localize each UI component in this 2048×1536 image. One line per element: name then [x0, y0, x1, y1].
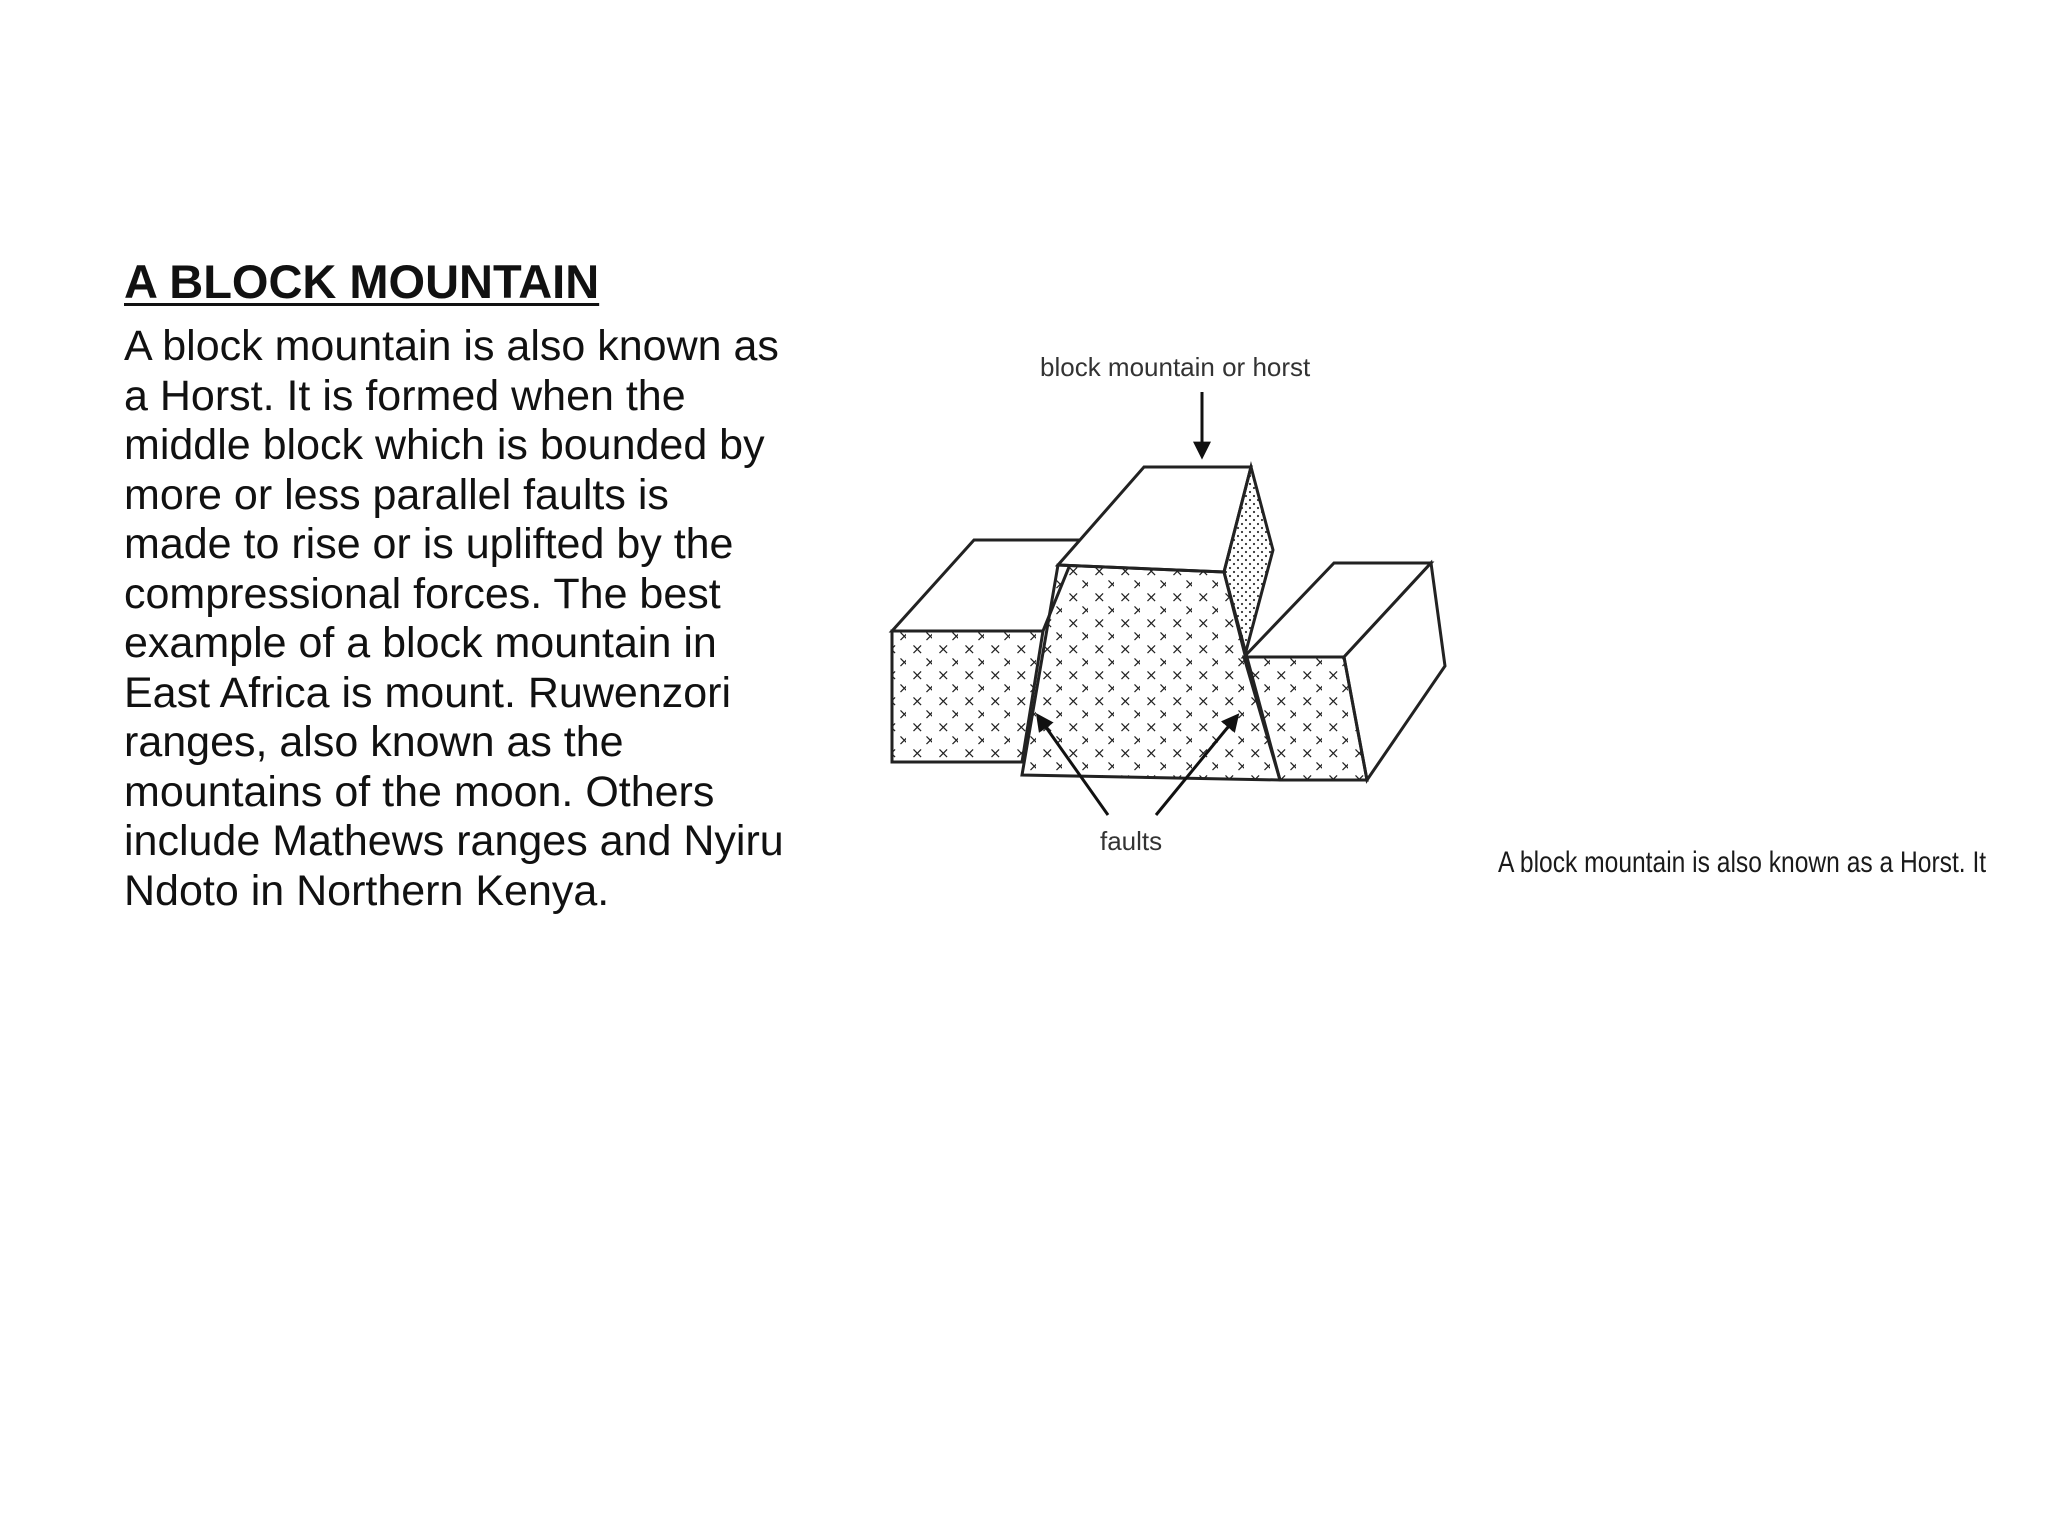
block-mountain-diagram: [880, 330, 1480, 860]
label-horst: block mountain or horst: [1040, 352, 1311, 382]
horst-top: [1058, 467, 1251, 572]
left-block-front: [892, 631, 1043, 762]
text-column: [124, 252, 784, 916]
slide-title: A BLOCK MOUNTAIN: [124, 255, 600, 308]
image-caption: A block mountain is also known as a Horst. It: [1498, 846, 1987, 879]
label-faults: faults: [1100, 826, 1163, 856]
body-paragraph: A block mountain is also known as a Horst. It is formed when the middle block which is bounded by more or less parallel faults is made to rise or is uplifted by the compressional forces. The best example of a block mountain in East Africa is mount. Ruwenzori ranges, also known as the mountains of the moon. Others include Mathews ranges and Nyiru Ndoto in Northern Kenya.: [124, 322, 784, 915]
